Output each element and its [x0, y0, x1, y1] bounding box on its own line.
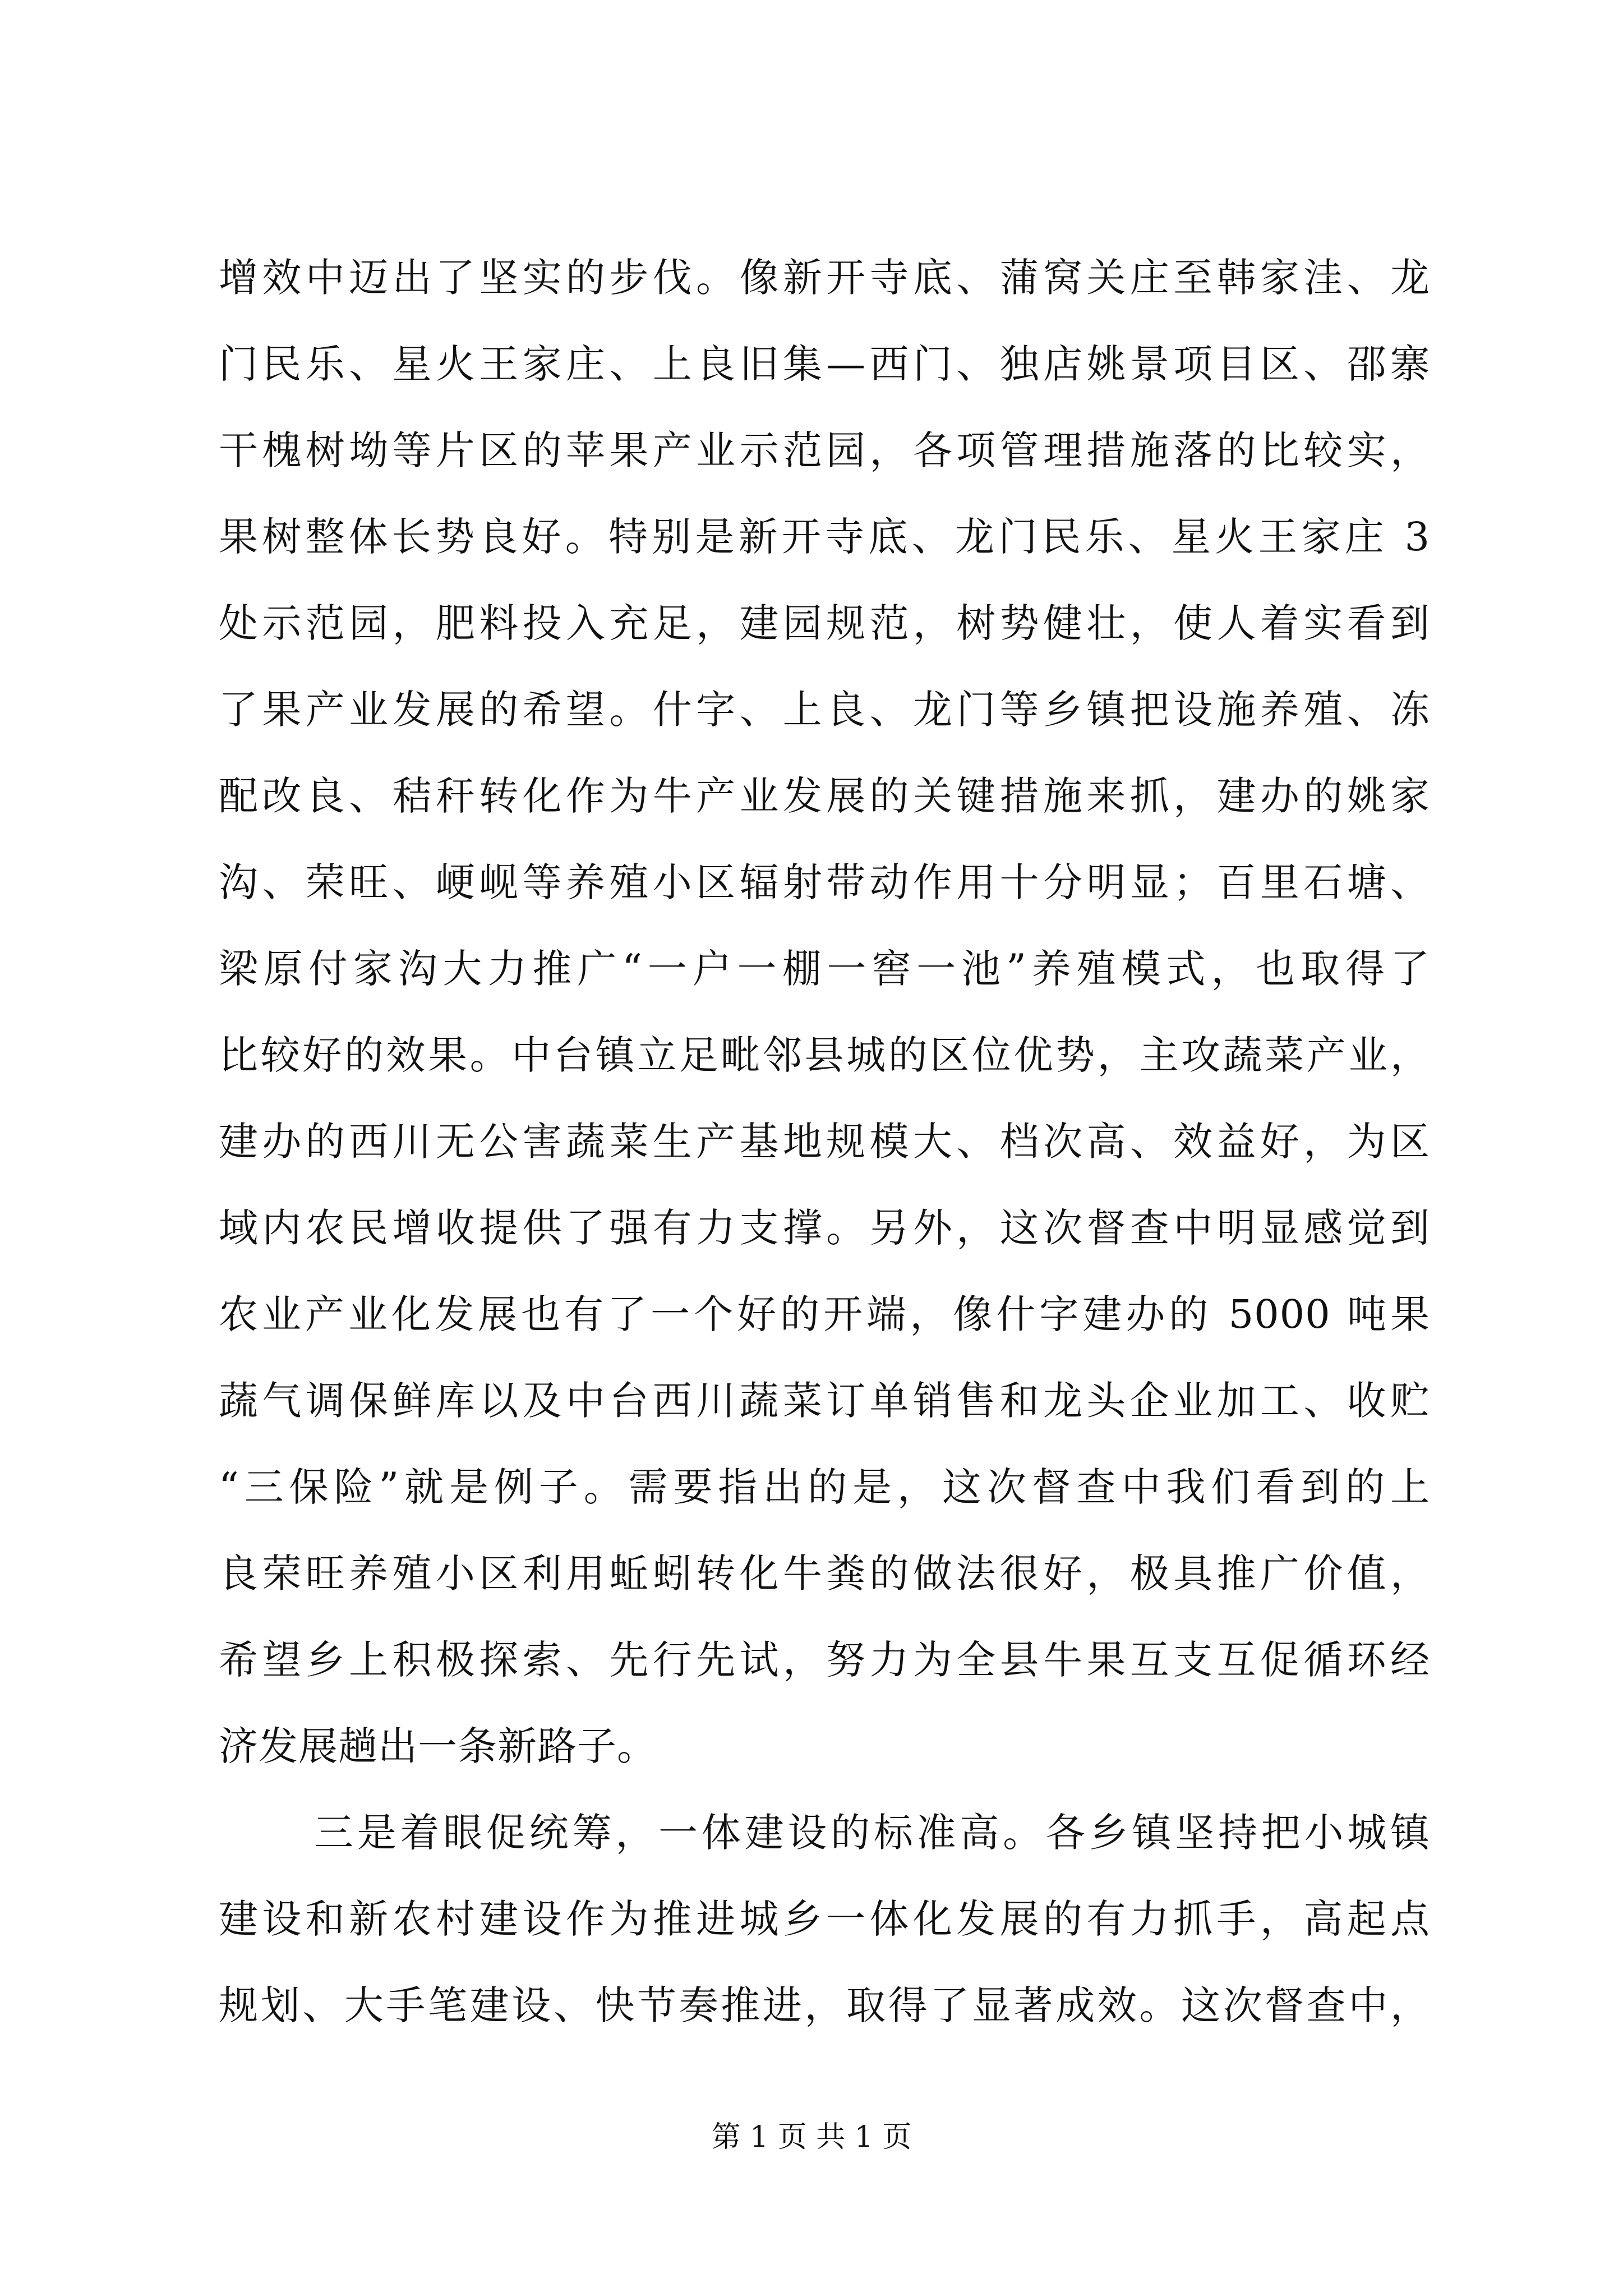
text-line: 了果产业发展的希望。什字、上良、龙门等乡镇把设施养殖、冻	[219, 687, 1430, 733]
text-line: 规划、大手笔建设、快节奏推进，取得了显著成效。这次督查中，	[219, 1982, 1430, 2028]
text-line: 比较好的效果。中台镇立足毗邻县城的区位优势，主攻蔬菜产业，	[219, 1032, 1430, 1078]
text-line: 沟、荣旺、峺岘等养殖小区辐射带动作用十分明显；百里石塘、	[219, 859, 1430, 905]
text-line: 农业产业化发展也有了一个好的开端，像什字建办的 5000 吨果	[219, 1291, 1430, 1337]
text-line: 增效中迈出了坚实的步伐。像新开寺底、蒲窝关庄至韩家洼、龙	[219, 255, 1430, 301]
text-line: 域内农民增收提供了强有力支撑。另外，这次督查中明显感觉到	[219, 1205, 1430, 1251]
text-line: 建办的西川无公害蔬菜生产基地规模大、档次高、效益好，为区	[219, 1119, 1430, 1165]
paragraph-first-line: 三是着眼促统筹，一体建设的标准高。各乡镇坚持把小城镇	[314, 1810, 1430, 1856]
page-footer: 第 1 页 共 1 页	[711, 2120, 912, 2154]
text-line: 梁原付家沟大力推广“一户一棚一窖一池”养殖模式，也取得了	[219, 946, 1430, 992]
text-line: 济发展趟出一条新路子。	[219, 1723, 657, 1769]
text-line: 处示范园，肥料投入充足，建园规范，树势健壮，使人着实看到	[219, 600, 1430, 646]
text-line: 良荣旺养殖小区利用蚯蚓转化牛粪的做法很好，极具推广价值，	[219, 1550, 1430, 1596]
text-line: 蔬气调保鲜库以及中台西川蔬菜订单销售和龙头企业加工、收贮	[219, 1378, 1430, 1424]
text-line: 干槐树坳等片区的苹果产业示范园，各项管理措施落的比较实，	[219, 427, 1430, 473]
text-line: “三保险”就是例子。需要指出的是，这次督查中我们看到的上	[219, 1464, 1430, 1510]
text-line: 希望乡上积极探索、先行先试，努力为全县牛果互支互促循环经	[219, 1637, 1430, 1683]
text-line: 果树整体长势良好。特别是新开寺底、龙门民乐、星火王家庄 3	[219, 514, 1430, 560]
text-line: 配改良、秸秆转化作为牛产业发展的关键措施来抓，建办的姚家	[219, 773, 1430, 819]
text-line: 建设和新农村建设作为推进城乡一体化发展的有力抓手，高起点	[219, 1896, 1430, 1942]
text-line: 门民乐、星火王家庄、上良旧集—西门、独店姚景项目区、邵寨	[219, 341, 1430, 387]
